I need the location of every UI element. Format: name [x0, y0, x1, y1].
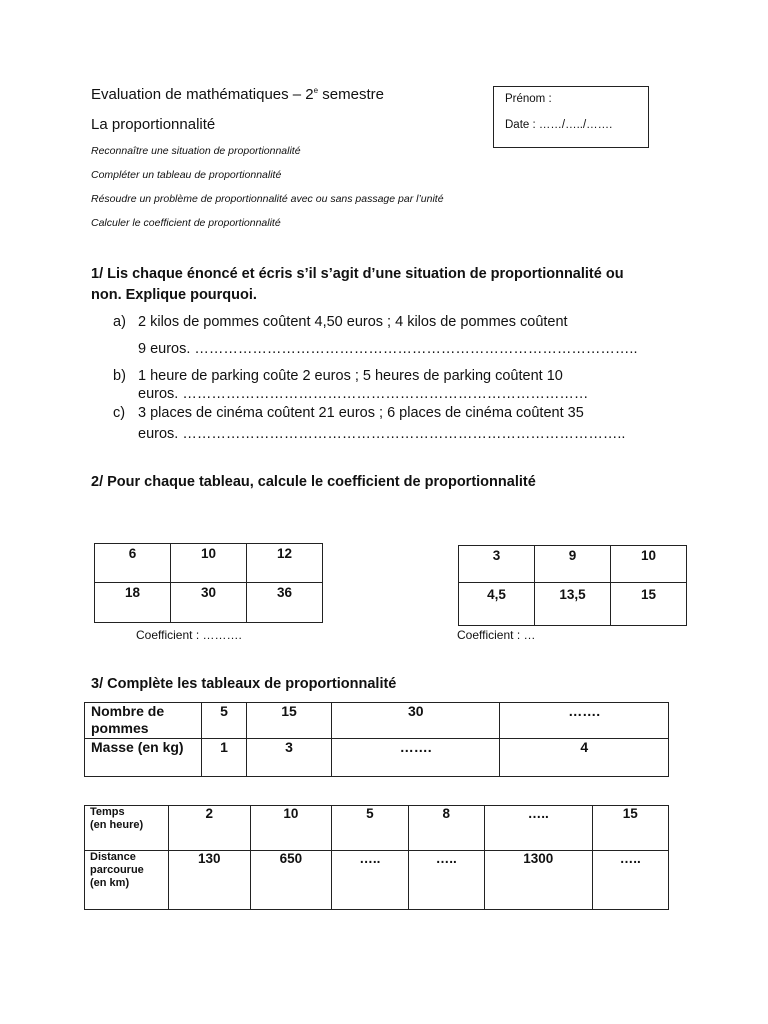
table-row-header [85, 851, 169, 910]
table-cell: 36 [247, 583, 323, 623]
header-line: (en heure) [90, 819, 144, 831]
q1-item-a-label: a) [113, 314, 126, 330]
q2-coef-right[interactable]: Coefficient : … [457, 628, 536, 642]
title-main: Evaluation de mathématiques – 2 [91, 86, 314, 103]
table-cell[interactable]: ….. [484, 806, 592, 851]
table-cell[interactable]: ……. [500, 703, 669, 739]
table-cell: 15 [247, 703, 332, 739]
table-cell: 15 [611, 583, 687, 626]
q2-title: 2/ Pour chaque tableau, calcule le coefficient de proportionnalité [91, 474, 536, 490]
q3-title: 3/ Complète les tableaux de proportionnalité [91, 676, 397, 692]
objective-3: Résoudre un problème de proportionnalité avec ou sans passage par l’unité [91, 193, 444, 205]
table-cell: 5 [202, 703, 247, 739]
table-row-header: Masse (en kg) [85, 739, 202, 777]
table-cell: 6 [95, 544, 171, 583]
q1-item-c-label: c) [113, 405, 126, 421]
table-row-header: Nombre de pommes [85, 703, 202, 739]
table-cell: 10 [171, 544, 247, 583]
table-cell: 3 [247, 739, 332, 777]
q3-table-distance [84, 805, 669, 910]
q2-table-left [94, 543, 323, 623]
header-line: Distance [90, 851, 136, 863]
q1-item-c-text: 3 places de cinéma coûtent 21 euros ; 6 places de cinéma coûtent 35 [138, 405, 584, 421]
q1-item-b-text: 1 heure de parking coûte 2 euros ; 5 heures de parking coûtent 10 [138, 368, 563, 384]
objective-4: Calculer le coefficient de proportionnalité [91, 217, 281, 229]
table-cell: 15 [592, 806, 668, 851]
table-cell: 3 [459, 546, 535, 583]
q1-item-b-label: b) [113, 368, 126, 384]
table-cell: 13,5 [535, 583, 611, 626]
date-field[interactable]: Date : ……/…../……. [505, 119, 613, 131]
objective-1: Reconnaître une situation de proportionnalité [91, 145, 301, 157]
prenom-field[interactable]: Prénom : [505, 93, 552, 105]
student-id-box [493, 86, 649, 148]
q1-item-a-text: 2 kilos de pommes coûtent 4,50 euros ; 4 kilos de pommes coûtent [138, 314, 568, 330]
q2-coef-left[interactable]: Coefficient : ………. [136, 628, 242, 642]
q1-title-line1: 1/ Lis chaque énoncé et écris s’il s’agit d’une situation de proportionnalité ou [91, 266, 624, 282]
table-cell: 10 [611, 546, 687, 583]
table-cell[interactable]: ….. [592, 851, 668, 910]
table-cell: 130 [169, 851, 251, 910]
page-title [91, 86, 384, 103]
title-tail: semestre [318, 86, 384, 103]
q2-table-right [458, 545, 687, 626]
table-cell[interactable]: ….. [408, 851, 484, 910]
table-cell: 8 [408, 806, 484, 851]
page-subtitle: La proportionnalité [91, 116, 216, 133]
table-cell: 9 [535, 546, 611, 583]
q1-item-c-answer-line[interactable]: euros. ……………………………………………………………………………….. [138, 426, 626, 442]
title-superscript: e [313, 86, 319, 95]
table-cell: 5 [332, 806, 408, 851]
header-line: parcourue [90, 864, 144, 876]
header-line: Temps [90, 806, 125, 818]
table-cell[interactable]: ……. [331, 739, 500, 777]
table-cell: 12 [247, 544, 323, 583]
table-cell: 30 [331, 703, 500, 739]
q3-table-pommes [84, 702, 669, 777]
table-cell[interactable]: ….. [332, 851, 408, 910]
table-cell: 30 [171, 583, 247, 623]
table-cell: 18 [95, 583, 171, 623]
table-cell: 4,5 [459, 583, 535, 626]
table-row-header [85, 806, 169, 851]
table-cell: 1300 [484, 851, 592, 910]
header-line: (en km) [90, 877, 130, 889]
table-cell: 10 [250, 806, 332, 851]
q1-item-b-answer-line[interactable]: euros. ………………………………………………………………………… [138, 386, 589, 402]
table-cell: 2 [169, 806, 251, 851]
table-cell: 1 [202, 739, 247, 777]
q1-item-a-answer-line[interactable]: 9 euros. ……………………………………………………………………………….. [138, 341, 638, 357]
q1-title-line2: non. Explique pourquoi. [91, 287, 257, 303]
table-cell: 4 [500, 739, 669, 777]
objective-2: Compléter un tableau de proportionnalité [91, 169, 282, 181]
table-cell: 650 [250, 851, 332, 910]
